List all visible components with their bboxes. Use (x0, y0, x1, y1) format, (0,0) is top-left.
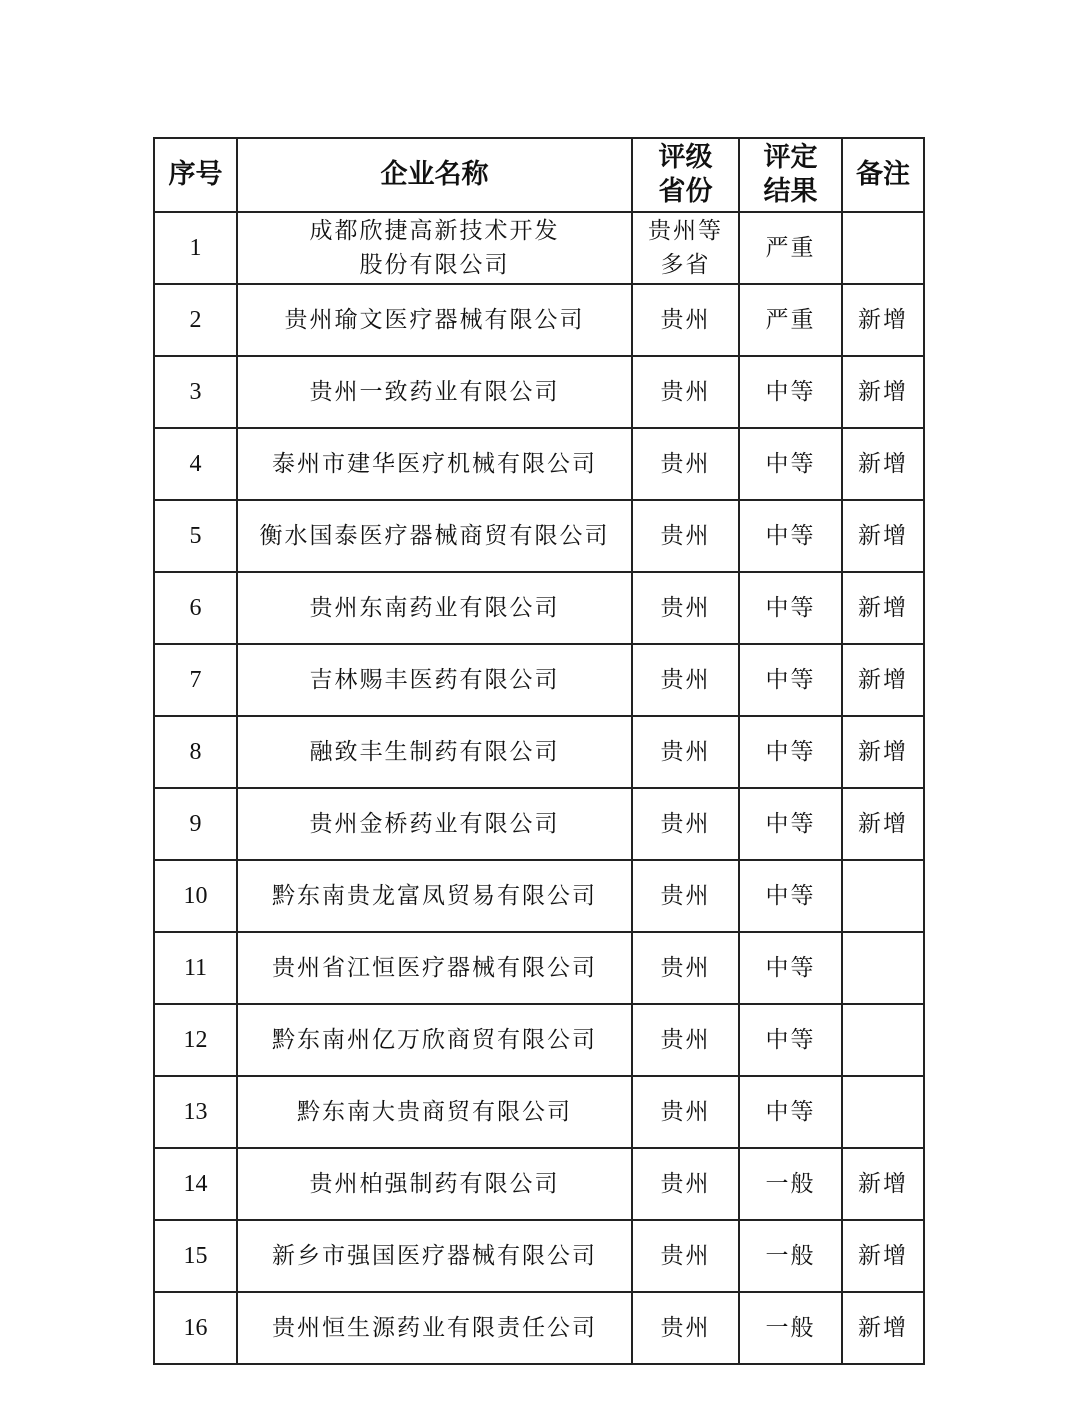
cell-province: 贵州 (632, 932, 739, 1004)
table-row (154, 212, 924, 284)
cell-result: 中等 (739, 932, 842, 1004)
cell-province: 贵州 (632, 356, 739, 428)
cell-result: 中等 (739, 716, 842, 788)
cell-result: 中等 (739, 788, 842, 860)
cell-province: 贵州 (632, 500, 739, 572)
cell-result: 中等 (739, 500, 842, 572)
cell-note: 新增 (842, 1148, 924, 1220)
cell-name: 吉林赐丰医药有限公司 (237, 644, 632, 716)
cell-result: 一般 (739, 1292, 842, 1364)
cell-no: 3 (154, 356, 237, 428)
table-row (154, 860, 924, 932)
cell-province: 贵州 (632, 788, 739, 860)
cell-no: 1 (154, 212, 237, 284)
cell-name: 新乡市强国医疗器械有限公司 (237, 1220, 632, 1292)
header-no: 序号 (154, 138, 237, 212)
cell-note: 新增 (842, 716, 924, 788)
cell-province-line1: 贵州等 (648, 218, 723, 244)
table-row (154, 572, 924, 644)
cell-name-line1: 成都欣捷高新技术开发 (309, 218, 560, 244)
cell-result: 中等 (739, 572, 842, 644)
cell-no: 4 (154, 428, 237, 500)
cell-note: 新增 (842, 356, 924, 428)
cell-province: 贵州 (632, 644, 739, 716)
cell-no: 12 (154, 1004, 237, 1076)
table-row (154, 1004, 924, 1076)
table-row (154, 356, 924, 428)
cell-no: 5 (154, 500, 237, 572)
header-province (632, 138, 739, 212)
header-result-line2: 结果 (763, 176, 818, 207)
cell-no: 8 (154, 716, 237, 788)
cell-result: 一般 (739, 1148, 842, 1220)
cell-province: 贵州 (632, 572, 739, 644)
cell-no: 10 (154, 860, 237, 932)
cell-note (842, 1076, 924, 1148)
cell-name (237, 212, 632, 284)
header-province-line1: 评级 (658, 142, 713, 173)
cell-name: 黔东南州亿万欣商贸有限公司 (237, 1004, 632, 1076)
cell-note: 新增 (842, 428, 924, 500)
cell-no: 7 (154, 644, 237, 716)
header-name: 企业名称 (237, 138, 632, 212)
cell-name: 贵州东南药业有限公司 (237, 572, 632, 644)
cell-province: 贵州 (632, 716, 739, 788)
cell-name-line2: 股份有限公司 (359, 252, 510, 278)
cell-no: 11 (154, 932, 237, 1004)
header-result-line1: 评定 (763, 142, 818, 173)
cell-result: 严重 (739, 212, 842, 284)
cell-note: 新增 (842, 788, 924, 860)
cell-name: 贵州金桥药业有限公司 (237, 788, 632, 860)
cell-no: 16 (154, 1292, 237, 1364)
cell-province: 贵州 (632, 1004, 739, 1076)
header-province-line2: 省份 (658, 176, 713, 207)
cell-province-line2: 多省 (660, 252, 711, 278)
table-row (154, 428, 924, 500)
cell-name: 黔东南大贵商贸有限公司 (237, 1076, 632, 1148)
cell-name: 泰州市建华医疗机械有限公司 (237, 428, 632, 500)
header-row (154, 138, 924, 212)
cell-name: 黔东南贵龙富凤贸易有限公司 (237, 860, 632, 932)
cell-province: 贵州 (632, 1076, 739, 1148)
header-note: 备注 (842, 138, 924, 212)
cell-result: 中等 (739, 1004, 842, 1076)
cell-note: 新增 (842, 1292, 924, 1364)
cell-result: 中等 (739, 1076, 842, 1148)
cell-note: 新增 (842, 1220, 924, 1292)
cell-note: 新增 (842, 284, 924, 356)
cell-name: 贵州瑜文医疗器械有限公司 (237, 284, 632, 356)
cell-province: 贵州 (632, 284, 739, 356)
header-result (739, 138, 842, 212)
cell-no: 14 (154, 1148, 237, 1220)
cell-note (842, 1004, 924, 1076)
enterprise-rating-table (153, 137, 925, 1365)
cell-no: 15 (154, 1220, 237, 1292)
cell-result: 严重 (739, 284, 842, 356)
table-row (154, 500, 924, 572)
cell-note (842, 860, 924, 932)
table-row (154, 1220, 924, 1292)
cell-note: 新增 (842, 572, 924, 644)
cell-name: 衡水国泰医疗器械商贸有限公司 (237, 500, 632, 572)
cell-note (842, 932, 924, 1004)
table-row (154, 1148, 924, 1220)
cell-no: 6 (154, 572, 237, 644)
cell-no: 13 (154, 1076, 237, 1148)
cell-province: 贵州 (632, 1220, 739, 1292)
cell-result: 中等 (739, 644, 842, 716)
cell-result: 中等 (739, 356, 842, 428)
cell-province (632, 212, 739, 284)
cell-province: 贵州 (632, 1292, 739, 1364)
cell-province: 贵州 (632, 860, 739, 932)
cell-note: 新增 (842, 644, 924, 716)
cell-province: 贵州 (632, 1148, 739, 1220)
cell-result: 中等 (739, 428, 842, 500)
cell-no: 9 (154, 788, 237, 860)
cell-result: 中等 (739, 860, 842, 932)
table-row (154, 932, 924, 1004)
table-body (154, 212, 924, 1364)
cell-note (842, 212, 924, 284)
table-row (154, 716, 924, 788)
cell-name: 贵州柏强制药有限公司 (237, 1148, 632, 1220)
table-row (154, 284, 924, 356)
cell-name: 贵州恒生源药业有限责任公司 (237, 1292, 632, 1364)
table-header (154, 138, 924, 212)
cell-result: 一般 (739, 1220, 842, 1292)
cell-name: 贵州省江恒医疗器械有限公司 (237, 932, 632, 1004)
table-row (154, 644, 924, 716)
cell-province: 贵州 (632, 428, 739, 500)
table-row (154, 1076, 924, 1148)
cell-name: 融致丰生制药有限公司 (237, 716, 632, 788)
table-row (154, 788, 924, 860)
cell-note: 新增 (842, 500, 924, 572)
table-row (154, 1292, 924, 1364)
cell-no: 2 (154, 284, 237, 356)
cell-name: 贵州一致药业有限公司 (237, 356, 632, 428)
